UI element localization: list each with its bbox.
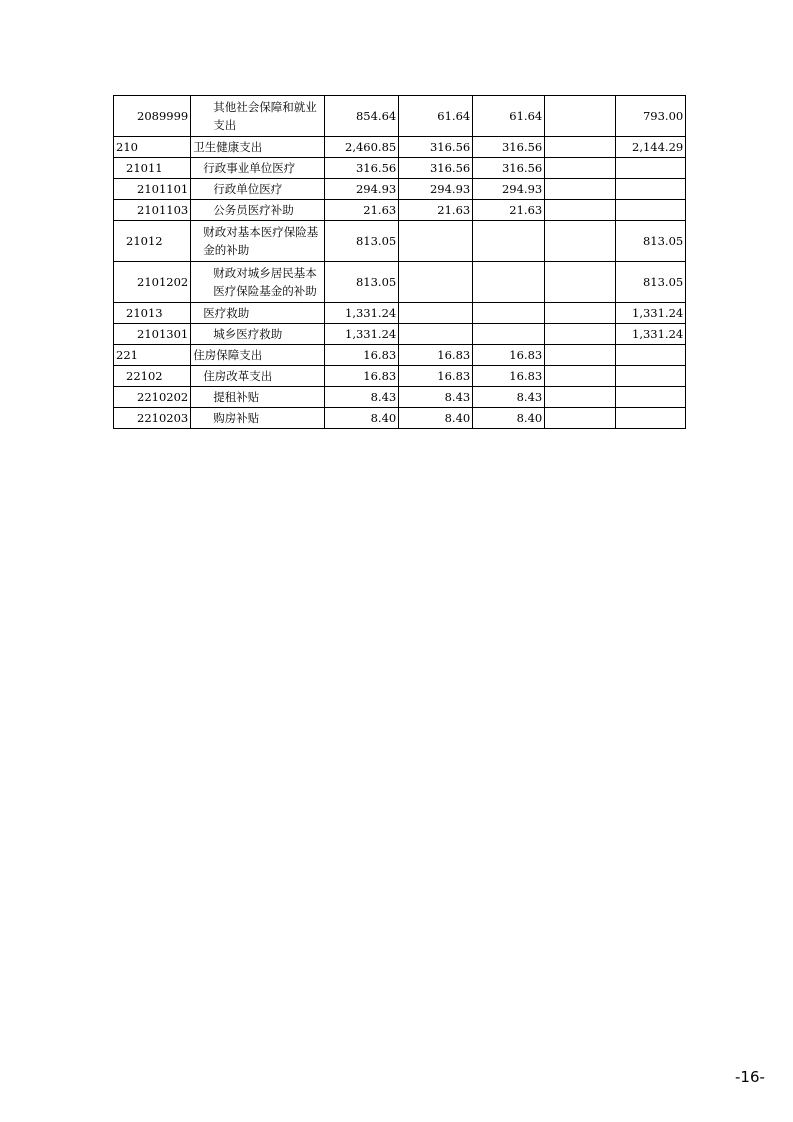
table-row (114, 137, 686, 158)
cell-code: 210 (114, 137, 191, 158)
table-row (114, 387, 686, 408)
cell-col5 (545, 137, 616, 158)
cell-col5 (545, 179, 616, 200)
cell-col4: 8.43 (473, 387, 545, 408)
cell-col3: 61.64 (399, 96, 473, 137)
cell-col6 (616, 345, 686, 366)
table-row (114, 408, 686, 429)
cell-col5 (545, 158, 616, 179)
cell-col3 (399, 303, 473, 324)
cell-col4: 21.63 (473, 200, 545, 221)
cell-col5 (545, 221, 616, 262)
cell-total: 1,331.24 (325, 324, 399, 345)
cell-col6: 1,331.24 (616, 303, 686, 324)
cell-col6: 793.00 (616, 96, 686, 137)
cell-col5 (545, 387, 616, 408)
cell-name: 财政对基本医疗保险基金的补助 (191, 221, 325, 262)
cell-col6: 813.05 (616, 262, 686, 303)
cell-col6 (616, 408, 686, 429)
cell-name: 提租补贴 (191, 387, 325, 408)
cell-col4: 16.83 (473, 345, 545, 366)
cell-total: 2,460.85 (325, 137, 399, 158)
cell-code: 221 (114, 345, 191, 366)
cell-name: 购房补贴 (191, 408, 325, 429)
table-row (114, 262, 686, 303)
cell-col3: 294.93 (399, 179, 473, 200)
cell-col4 (473, 262, 545, 303)
cell-total: 813.05 (325, 221, 399, 262)
table-body (114, 96, 686, 429)
budget-table (113, 95, 686, 429)
cell-total: 8.40 (325, 408, 399, 429)
cell-total: 16.83 (325, 345, 399, 366)
cell-col4: 316.56 (473, 158, 545, 179)
cell-code: 2089999 (114, 96, 191, 137)
cell-col5 (545, 408, 616, 429)
cell-col5 (545, 345, 616, 366)
cell-name: 行政单位医疗 (191, 179, 325, 200)
cell-name: 卫生健康支出 (191, 137, 325, 158)
cell-total: 16.83 (325, 366, 399, 387)
cell-name: 公务员医疗补助 (191, 200, 325, 221)
cell-name: 住房改革支出 (191, 366, 325, 387)
cell-code: 2210203 (114, 408, 191, 429)
cell-total: 813.05 (325, 262, 399, 303)
cell-col4: 8.40 (473, 408, 545, 429)
cell-col5 (545, 303, 616, 324)
table-row (114, 158, 686, 179)
page-number: -16- (735, 1068, 765, 1086)
cell-col3: 316.56 (399, 137, 473, 158)
table-row (114, 96, 686, 137)
table-row (114, 200, 686, 221)
cell-col6 (616, 179, 686, 200)
cell-col3: 8.43 (399, 387, 473, 408)
cell-col6: 1,331.24 (616, 324, 686, 345)
cell-col6 (616, 158, 686, 179)
cell-code: 2210202 (114, 387, 191, 408)
cell-col4 (473, 303, 545, 324)
table-row (114, 179, 686, 200)
cell-col3: 16.83 (399, 366, 473, 387)
cell-col5 (545, 262, 616, 303)
cell-col3: 16.83 (399, 345, 473, 366)
cell-name: 住房保障支出 (191, 345, 325, 366)
cell-col4 (473, 324, 545, 345)
cell-name: 财政对城乡居民基本医疗保险基金的补助 (191, 262, 325, 303)
cell-col6 (616, 387, 686, 408)
cell-col5 (545, 366, 616, 387)
cell-total: 1,331.24 (325, 303, 399, 324)
cell-col3: 316.56 (399, 158, 473, 179)
cell-col4: 316.56 (473, 137, 545, 158)
cell-col4: 294.93 (473, 179, 545, 200)
cell-col6 (616, 200, 686, 221)
cell-col6: 813.05 (616, 221, 686, 262)
cell-name: 行政事业单位医疗 (191, 158, 325, 179)
cell-col5 (545, 96, 616, 137)
cell-col5 (545, 200, 616, 221)
cell-code: 2101101 (114, 179, 191, 200)
cell-total: 21.63 (325, 200, 399, 221)
cell-name: 医疗救助 (191, 303, 325, 324)
cell-col4 (473, 221, 545, 262)
cell-total: 854.64 (325, 96, 399, 137)
cell-code: 2101301 (114, 324, 191, 345)
cell-col3 (399, 262, 473, 303)
cell-code: 21012 (114, 221, 191, 262)
cell-total: 316.56 (325, 158, 399, 179)
table-row (114, 303, 686, 324)
cell-name: 其他社会保障和就业支出 (191, 96, 325, 137)
cell-col6: 2,144.29 (616, 137, 686, 158)
table-row (114, 345, 686, 366)
table-row (114, 366, 686, 387)
cell-code: 2101103 (114, 200, 191, 221)
cell-col3 (399, 221, 473, 262)
cell-name: 城乡医疗救助 (191, 324, 325, 345)
table-row (114, 324, 686, 345)
table-row (114, 221, 686, 262)
cell-col3: 21.63 (399, 200, 473, 221)
cell-code: 22102 (114, 366, 191, 387)
cell-col4: 16.83 (473, 366, 545, 387)
cell-col3 (399, 324, 473, 345)
cell-col5 (545, 324, 616, 345)
cell-col4: 61.64 (473, 96, 545, 137)
cell-total: 8.43 (325, 387, 399, 408)
cell-code: 21013 (114, 303, 191, 324)
cell-col3: 8.40 (399, 408, 473, 429)
cell-code: 2101202 (114, 262, 191, 303)
cell-col6 (616, 366, 686, 387)
cell-total: 294.93 (325, 179, 399, 200)
cell-code: 21011 (114, 158, 191, 179)
